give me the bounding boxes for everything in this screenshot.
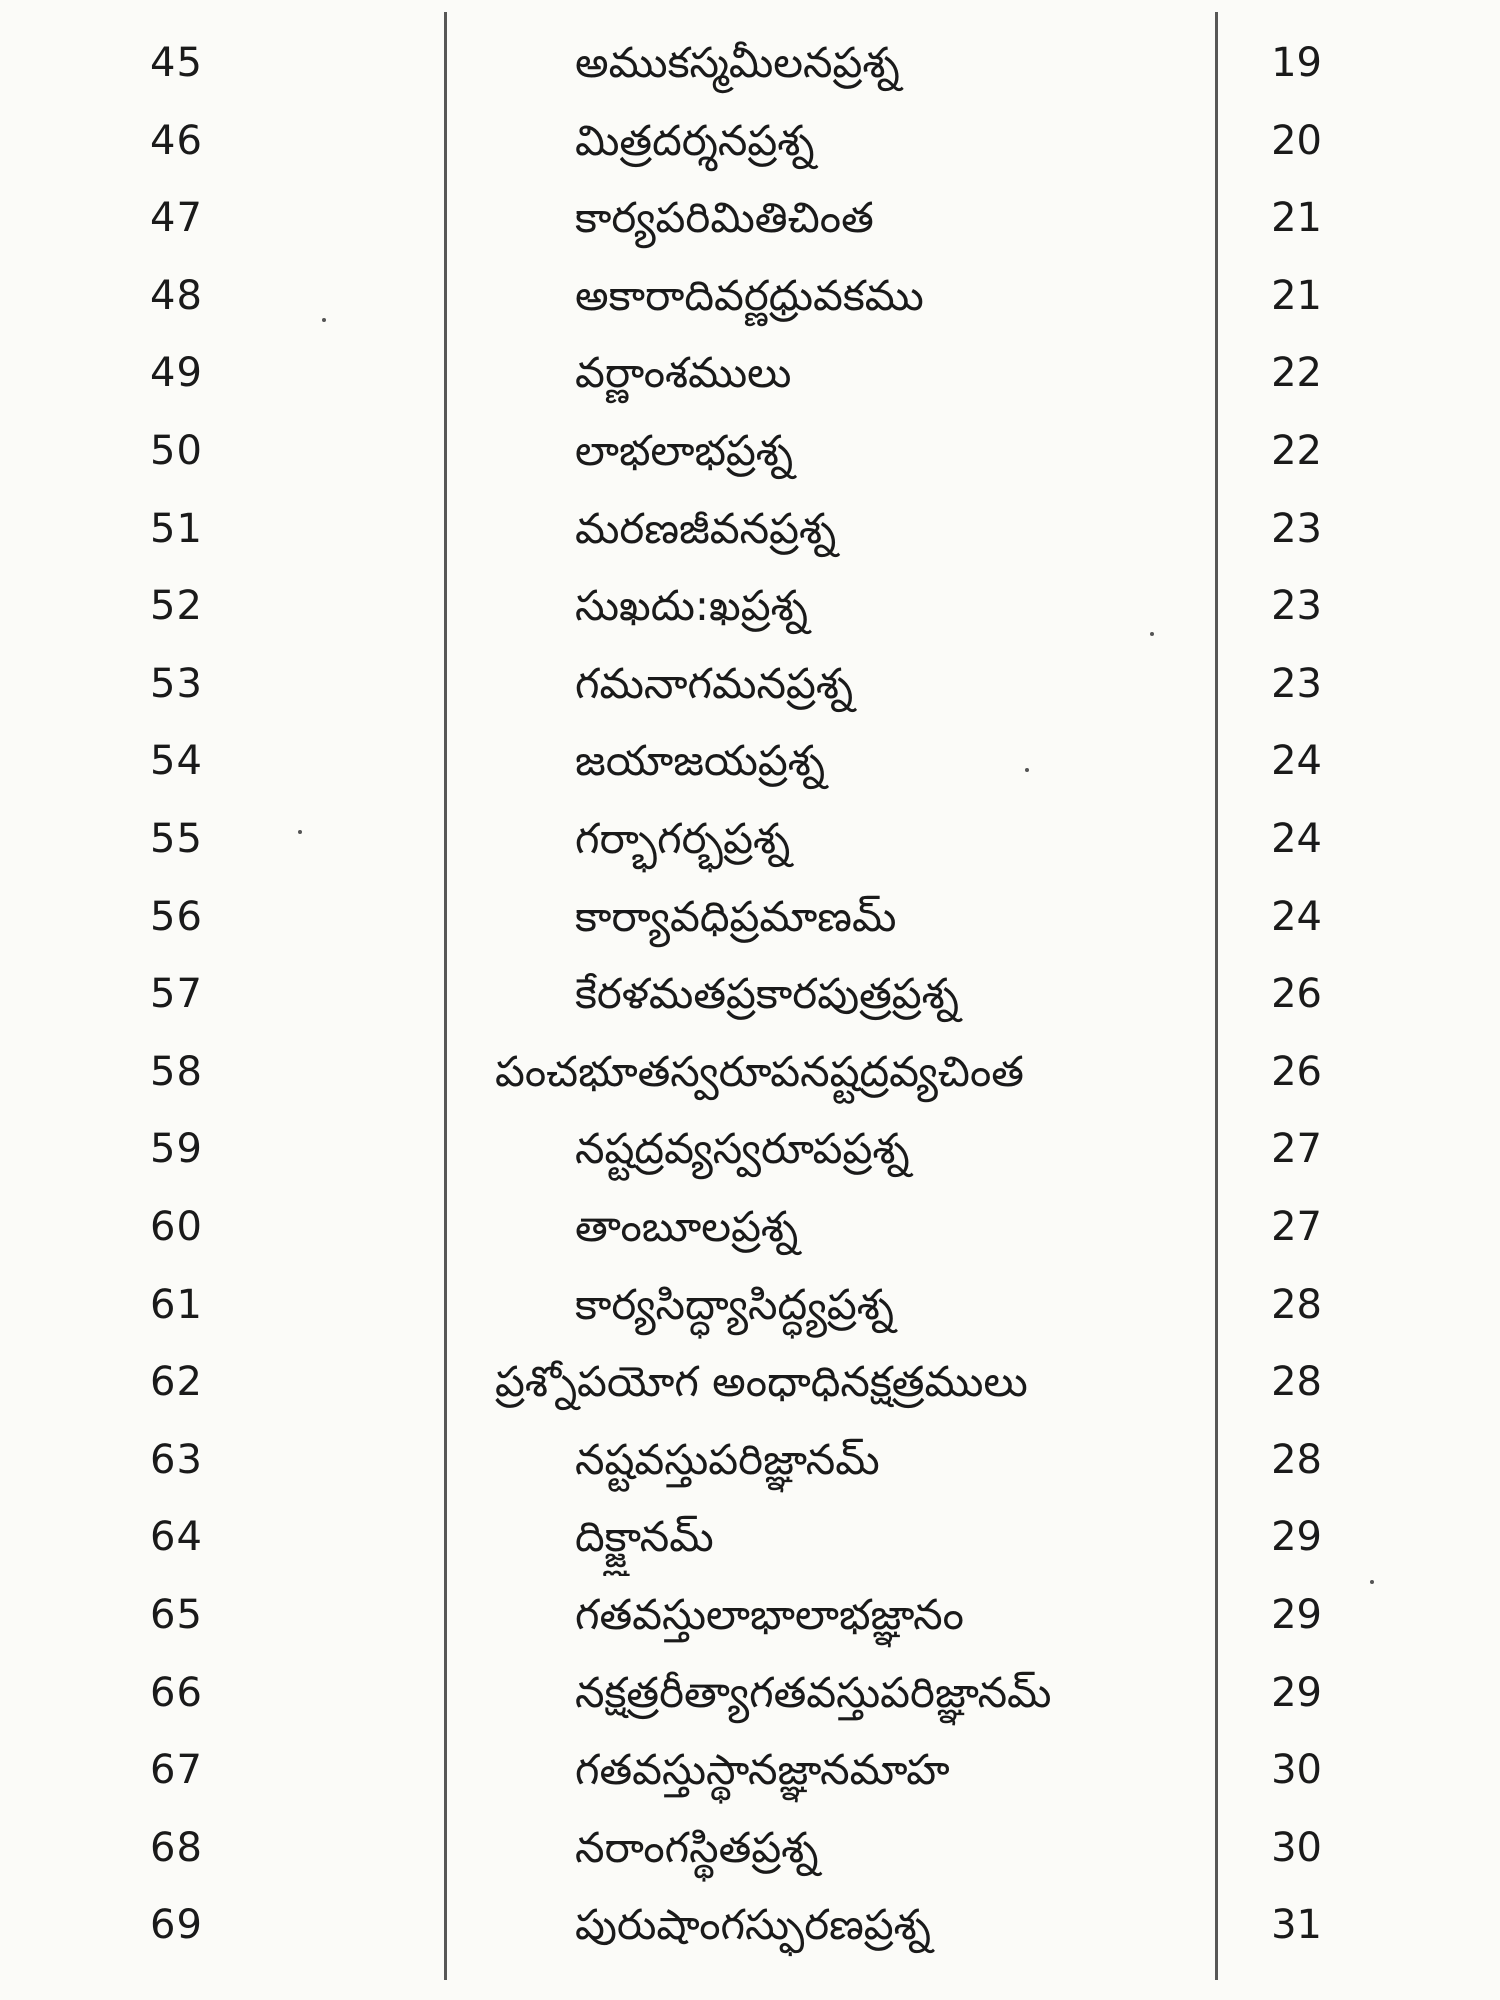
- toc-entry-page-number: 28: [1271, 1282, 1322, 1328]
- toc-entry-title: కార్యపరిమితిచింత: [575, 193, 874, 242]
- toc-row: [0, 645, 1500, 723]
- toc-entry-number: 60: [150, 1204, 203, 1250]
- toc-entry-number: 51: [150, 506, 203, 552]
- toc-entry-page-number: 20: [1271, 118, 1322, 164]
- toc-entry-title: కేరళమతప్రకారపుత్రప్రశ్న: [575, 969, 959, 1018]
- toc-entry-page-number: 23: [1271, 506, 1322, 552]
- toc-entry-number: 55: [150, 816, 203, 862]
- toc-entry-title: పురుషాంగస్ఫురణప్రశ్న: [575, 1900, 931, 1949]
- scan-speck: [1150, 632, 1154, 636]
- scan-speck: [298, 830, 302, 834]
- toc-row: [0, 1809, 1500, 1887]
- toc-row: [0, 1421, 1500, 1499]
- toc-entry-page-number: 26: [1271, 971, 1322, 1017]
- toc-entry-page-number: 29: [1271, 1670, 1322, 1716]
- toc-entry-number: 45: [150, 40, 203, 86]
- toc-entry-number: 59: [150, 1126, 203, 1172]
- toc-entry-page-number: 23: [1271, 583, 1322, 629]
- toc-entry-number: 47: [150, 195, 203, 241]
- toc-entry-title: మిత్రదర్శనప్రశ్న: [575, 116, 815, 165]
- toc-entry-number: 68: [150, 1825, 203, 1871]
- toc-row: [0, 1343, 1500, 1421]
- toc-entry-number: 65: [150, 1592, 203, 1638]
- toc-entry-page-number: 23: [1271, 661, 1322, 707]
- toc-entry-page-number: 24: [1271, 894, 1322, 940]
- toc-entry-title: గమనాగమనప్రశ్న: [575, 659, 854, 708]
- toc-row: [0, 334, 1500, 412]
- toc-row: [0, 1576, 1500, 1654]
- toc-row: [0, 1266, 1500, 1344]
- toc-entry-title: మరణజీవనప్రశ్న: [575, 504, 837, 553]
- toc-entry-page-number: 31: [1271, 1902, 1322, 1948]
- toc-row: [0, 1498, 1500, 1576]
- scan-speck: [322, 318, 326, 322]
- toc-entry-page-number: 28: [1271, 1437, 1322, 1483]
- toc-entry-title: లాభలాభప్రశ్న: [575, 426, 794, 475]
- toc-row: [0, 1110, 1500, 1188]
- toc-entry-page-number: 22: [1271, 428, 1322, 474]
- toc-entry-number: 53: [150, 661, 203, 707]
- toc-row: [0, 722, 1500, 800]
- toc-entry-page-number: 29: [1271, 1514, 1322, 1560]
- toc-row: [0, 800, 1500, 878]
- toc-entry-page-number: 21: [1271, 273, 1322, 319]
- toc-entry-title: గతవస్తులాభాలాభజ్ఞానం: [575, 1590, 964, 1639]
- toc-entry-title: నరాంగస్థితప్రశ్న: [575, 1823, 819, 1872]
- toc-entry-number: 57: [150, 971, 203, 1017]
- toc-entry-page-number: 27: [1271, 1204, 1322, 1250]
- toc-entry-page-number: 22: [1271, 350, 1322, 396]
- toc-entry-page-number: 24: [1271, 738, 1322, 784]
- toc-row: [0, 24, 1500, 102]
- toc-row: [0, 1731, 1500, 1809]
- toc-entry-number: 49: [150, 350, 203, 396]
- toc-row: [0, 1033, 1500, 1111]
- toc-entry-title: అకారాదివర్ణధ్రువకము: [575, 271, 924, 320]
- toc-row: [0, 878, 1500, 956]
- toc-entry-number: 61: [150, 1282, 203, 1328]
- toc-entry-title: గర్భాగర్భప్రశ్న: [575, 814, 791, 863]
- toc-entry-title: నక్షత్రరీత్యాగతవస్తుపరిజ్ఞానమ్: [575, 1668, 1052, 1717]
- toc-entry-number: 58: [150, 1049, 203, 1095]
- toc-entry-number: 46: [150, 118, 203, 164]
- toc-entry-number: 52: [150, 583, 203, 629]
- toc-row: [0, 179, 1500, 257]
- toc-entry-number: 69: [150, 1902, 203, 1948]
- toc-entry-page-number: 24: [1271, 816, 1322, 862]
- toc-row: [0, 1886, 1500, 1964]
- toc-entry-number: 62: [150, 1359, 203, 1405]
- toc-row: [0, 955, 1500, 1033]
- toc-entry-number: 48: [150, 273, 203, 319]
- toc-entry-title: సుఖదు:ఖప్రశ్న: [575, 581, 808, 630]
- toc-row: [0, 1188, 1500, 1266]
- toc-row: [0, 412, 1500, 490]
- toc-entry-number: 50: [150, 428, 203, 474]
- toc-entry-title: నష్టద్రవ్యస్వరూపప్రశ్న: [575, 1124, 910, 1173]
- toc-entry-number: 63: [150, 1437, 203, 1483]
- toc-row: [0, 1654, 1500, 1732]
- toc-entry-title: దిక్జ్ఞానమ్: [575, 1512, 714, 1561]
- toc-entry-number: 54: [150, 738, 203, 784]
- toc-entry-title: పంచభూతస్వరూపనష్టద్రవ్యచింత: [495, 1047, 1024, 1096]
- toc-entry-title: వర్ణాంశములు: [575, 348, 792, 397]
- toc-row: [0, 490, 1500, 568]
- toc-entry-page-number: 27: [1271, 1126, 1322, 1172]
- toc-row: [0, 102, 1500, 180]
- toc-entry-number: 56: [150, 894, 203, 940]
- toc-entry-title: నష్టవస్తుపరిజ్ఞానమ్: [575, 1435, 880, 1484]
- toc-entry-page-number: 30: [1271, 1747, 1322, 1793]
- toc-row: [0, 257, 1500, 335]
- toc-entry-title: తాంబూలప్రశ్న: [575, 1202, 799, 1251]
- toc-entry-page-number: 29: [1271, 1592, 1322, 1638]
- toc-entry-page-number: 21: [1271, 195, 1322, 241]
- toc-entry-page-number: 26: [1271, 1049, 1322, 1095]
- toc-entry-page-number: 28: [1271, 1359, 1322, 1405]
- toc-entry-page-number: 19: [1271, 40, 1322, 86]
- scan-speck: [1370, 1580, 1374, 1584]
- toc-entry-title: అముకస్మమీలనప్రశ్న: [575, 38, 900, 87]
- toc-entry-number: 64: [150, 1514, 203, 1560]
- toc-entry-title: గతవస్తుస్థానజ్ఞానమాహ: [575, 1745, 950, 1794]
- scan-speck: [1025, 768, 1029, 772]
- toc-row: [0, 567, 1500, 645]
- toc-entry-title: జయాజయప్రశ్న: [575, 736, 825, 785]
- toc-entry-number: 66: [150, 1670, 203, 1716]
- toc-entry-page-number: 30: [1271, 1825, 1322, 1871]
- toc-entry-title: కార్యావధిప్రమాణమ్: [575, 892, 897, 941]
- toc-entry-title: ప్రశ్నోపయోగ అంధాధినక్షత్రములు: [495, 1357, 1028, 1406]
- toc-entry-number: 67: [150, 1747, 203, 1793]
- toc-entry-title: కార్యసిద్ధ్యాసిద్ధ్యప్రశ్న: [575, 1280, 894, 1329]
